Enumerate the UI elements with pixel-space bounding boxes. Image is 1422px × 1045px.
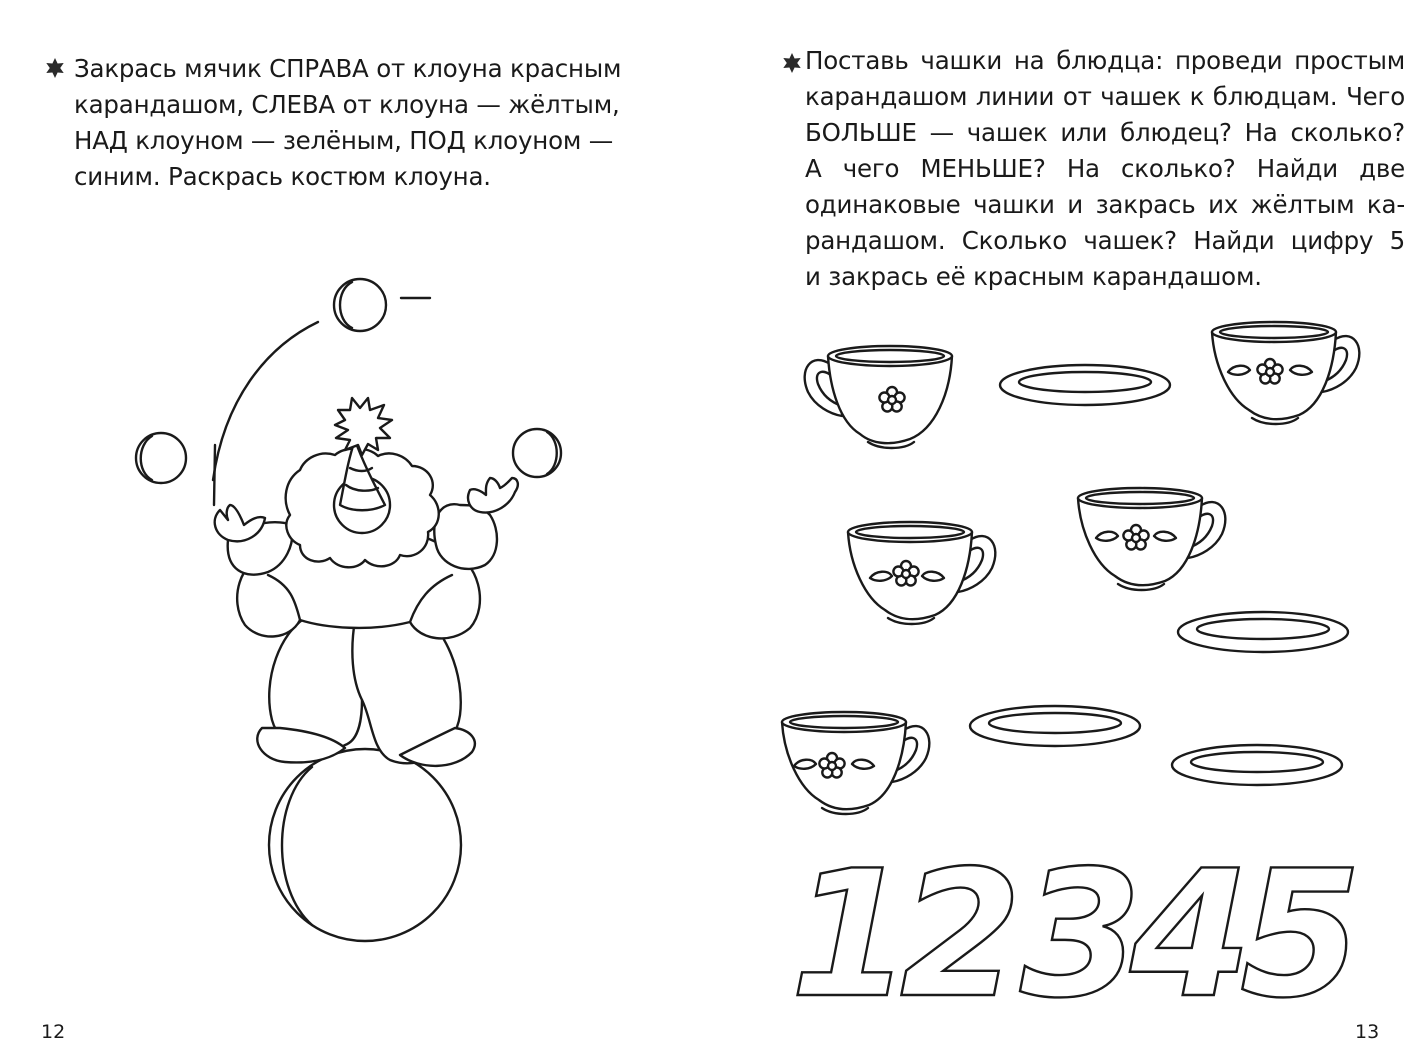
cup (1078, 488, 1225, 590)
cup (782, 712, 929, 814)
task-line: синим. Раскрась костюм клоуна. (74, 162, 491, 191)
digit-4: 4 (1130, 834, 1252, 1037)
task-line: Поставь чашки на блюдца: проведи простым (805, 46, 1405, 75)
task-line: рандашом. Сколько чашек? Найди цифру 5 (805, 226, 1405, 255)
task-line: А чего МЕНЬШЕ? На сколько? Найди две (805, 154, 1405, 183)
page-number: 12 (41, 1021, 66, 1043)
task-line: карандашом, СЛЕВА от клоуна — жёлтым, (74, 90, 620, 119)
saucer (970, 706, 1140, 746)
task-line: БОЛЬШЕ — чашек или блюдец? На сколько? (805, 118, 1405, 147)
digit-5: 5 (1240, 834, 1362, 1037)
saucer (1172, 745, 1342, 785)
task-line: Закрась мячик СПРАВА от клоуна красным (74, 54, 622, 83)
page-number: 13 (1355, 1021, 1380, 1043)
cup (805, 346, 952, 448)
task-line: НАД клоуном — зелёным, ПОД клоуном — (74, 126, 614, 155)
saucer (1000, 365, 1170, 405)
task-line: одинаковые чашки и закрась их жёлтым ка- (805, 190, 1405, 219)
cup (848, 522, 995, 624)
cup (1212, 322, 1359, 424)
saucer (1178, 612, 1348, 652)
digits (790, 834, 1362, 1037)
digit-2: 2 (900, 834, 1022, 1037)
digit-1: 1 (790, 834, 912, 1037)
digit-3: 3 (1020, 834, 1142, 1037)
task-line: карандашом линии от чашек к блюдцам. Чего (805, 82, 1405, 111)
task-line: и закрась её красным карандашом. (805, 262, 1262, 291)
